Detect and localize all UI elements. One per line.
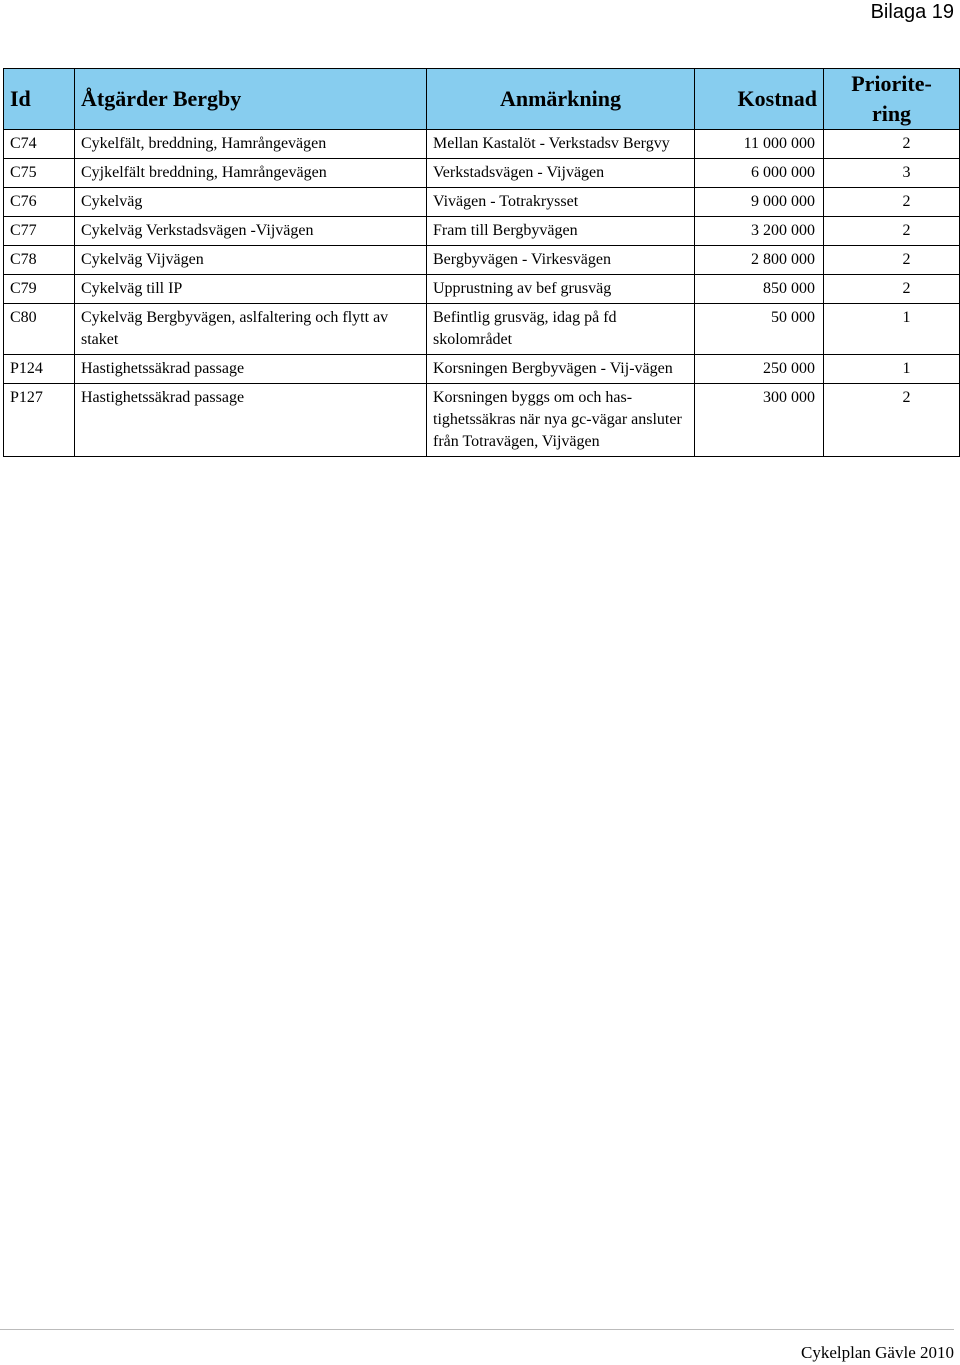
cell-id: C77 xyxy=(4,217,75,246)
cell-atgard: Cykelväg Bergbyvägen, aslfaltering och flytt av staket xyxy=(75,304,427,355)
header-prioritering xyxy=(824,69,960,130)
table-header-row xyxy=(4,69,960,130)
cell-prio: 2 xyxy=(824,246,960,275)
table-row xyxy=(4,159,960,188)
cell-id: P124 xyxy=(4,355,75,384)
header-prio-line2: ring xyxy=(871,101,912,126)
cell-anmarkning: Fram till Bergbyvägen xyxy=(427,217,695,246)
table-row xyxy=(4,217,960,246)
table-row xyxy=(4,130,960,159)
cell-atgard: Cykelväg Vijvägen xyxy=(75,246,427,275)
cell-prio: 1 xyxy=(824,355,960,384)
cell-prio: 3 xyxy=(824,159,960,188)
cell-kostnad: 9 000 000 xyxy=(695,188,824,217)
header-id: Id xyxy=(4,69,75,130)
cell-atgard: Cyjkelfält breddning, Hamrångevägen xyxy=(75,159,427,188)
cell-anmarkning: Vivägen - Totrakrysset xyxy=(427,188,695,217)
table-row xyxy=(4,188,960,217)
cell-kostnad: 300 000 xyxy=(695,384,824,457)
cell-anmarkning: Verkstadsvägen - Vijvägen xyxy=(427,159,695,188)
cell-id: C79 xyxy=(4,275,75,304)
cell-prio: 2 xyxy=(824,275,960,304)
cell-anmarkning: Korsningen Bergbyvägen - Vij-vägen xyxy=(427,355,695,384)
cell-atgard: Cykelväg xyxy=(75,188,427,217)
table-row xyxy=(4,355,960,384)
cell-atgard: Hastighetssäkrad passage xyxy=(75,355,427,384)
table-row xyxy=(4,275,960,304)
cell-anmarkning: Upprustning av bef grusväg xyxy=(427,275,695,304)
header-atgarder: Åtgärder Bergby xyxy=(75,69,427,130)
cell-kostnad: 850 000 xyxy=(695,275,824,304)
cell-kostnad: 50 000 xyxy=(695,304,824,355)
cell-prio: 2 xyxy=(824,217,960,246)
cell-id: C78 xyxy=(4,246,75,275)
cell-anmarkning: Bergbyvägen - Virkesvägen xyxy=(427,246,695,275)
cell-prio: 2 xyxy=(824,384,960,457)
cell-prio: 2 xyxy=(824,188,960,217)
footer-title: Cykelplan Gävle 2010 xyxy=(801,1343,954,1362)
cell-anmarkning: Korsningen byggs om och has-tighetssäkras när nya gc-vägar ansluter från Totravägen, Vijvägen xyxy=(427,384,695,457)
cell-anmarkning: Mellan Kastalöt - Verkstadsv Bergvy xyxy=(427,130,695,159)
cell-atgard: Cykelfält, breddning, Hamrångevägen xyxy=(75,130,427,159)
page-label: Bilaga 19 xyxy=(870,1,954,23)
table-row xyxy=(4,246,960,275)
header-prio-line1: Priorite- xyxy=(851,71,932,96)
cell-id: C74 xyxy=(4,130,75,159)
measures-table xyxy=(3,68,960,457)
cell-atgard: Hastighetssäkrad passage xyxy=(75,384,427,457)
cell-kostnad: 250 000 xyxy=(695,355,824,384)
cell-anmarkning: Befintlig grusväg, idag på fd skolområdet xyxy=(427,304,695,355)
cell-kostnad: 2 800 000 xyxy=(695,246,824,275)
cell-prio: 2 xyxy=(824,130,960,159)
cell-kostnad: 11 000 000 xyxy=(695,130,824,159)
table-row xyxy=(4,384,960,457)
cell-atgard: Cykelväg Verkstadsvägen -Vijvägen xyxy=(75,217,427,246)
cell-atgard: Cykelväg till IP xyxy=(75,275,427,304)
header-anmarkning: Anmärkning xyxy=(427,69,695,130)
cell-prio: 1 xyxy=(824,304,960,355)
cell-kostnad: 3 200 000 xyxy=(695,217,824,246)
cell-id: P127 xyxy=(4,384,75,457)
table-body xyxy=(4,130,960,457)
cell-id: C76 xyxy=(4,188,75,217)
cell-id: C75 xyxy=(4,159,75,188)
header-kostnad: Kostnad xyxy=(695,69,824,130)
cell-kostnad: 6 000 000 xyxy=(695,159,824,188)
cell-id: C80 xyxy=(4,304,75,355)
table-row xyxy=(4,304,960,355)
footer-divider xyxy=(0,1329,954,1330)
